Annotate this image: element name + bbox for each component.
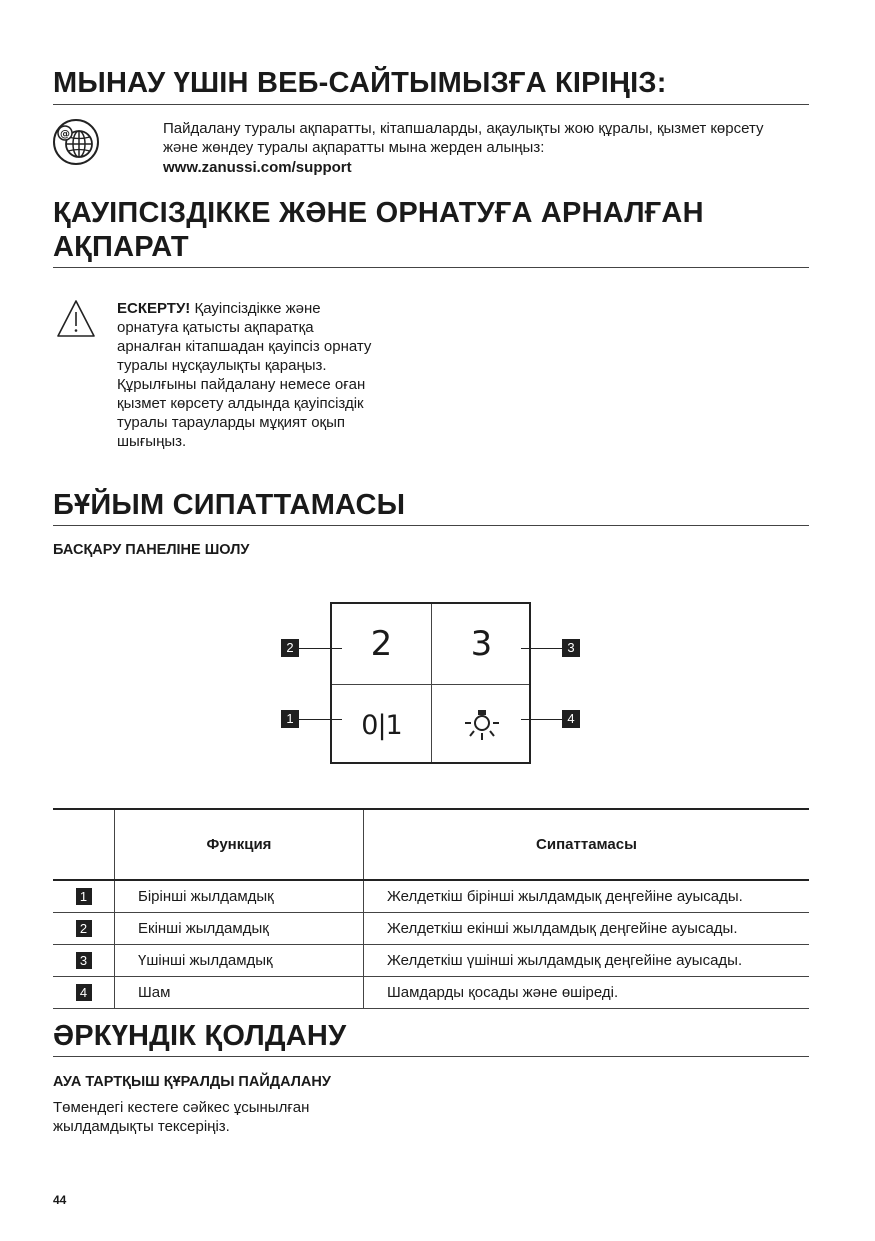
row-number-badge: 3 <box>76 952 92 969</box>
support-url-link[interactable]: www.zanussi.com/support <box>163 159 352 176</box>
row-function: Екінші жылдамдық <box>115 913 364 945</box>
speed-3-button[interactable] <box>432 604 531 684</box>
row-number-badge: 2 <box>76 920 92 937</box>
table-row <box>53 880 809 913</box>
web-description: Пайдалану туралы ақпаратты, кітапшаларды, ақаулықты жою құралы, қызмет көрсету және жөндеу туралы ақпаратты мына жерден алыңыз: <box>163 120 764 156</box>
product-heading-rule <box>53 525 809 526</box>
row-number-badge: 1 <box>76 888 92 905</box>
on-off-button[interactable] <box>332 685 431 765</box>
table-header-num <box>53 809 115 880</box>
lamp-button[interactable] <box>432 685 531 765</box>
safety-heading: ҚАУІПСІЗДІККЕ ЖӘНЕ ОРНАТУҒА АРНАЛҒАН АҚПАРАТ <box>53 197 704 263</box>
row-function: Үшінші жылдамдық <box>115 945 364 977</box>
daily-use-heading: ӘРКҮНДІК ҚОЛДАНУ <box>53 1020 347 1052</box>
callout-1: 1 <box>281 710 299 728</box>
callout-3-leader <box>521 648 563 649</box>
row-function: Шам <box>115 977 364 1009</box>
table-header-row <box>53 809 809 880</box>
warning-triangle-icon <box>56 299 96 339</box>
callout-2: 2 <box>281 639 299 657</box>
callout-4: 4 <box>562 710 580 728</box>
callout-3: 3 <box>562 639 580 657</box>
web-heading-rule <box>53 104 809 105</box>
page-number: 44 <box>53 1193 67 1207</box>
hood-use-subheading: АУА ТАРТҚЫШ ҚҰРАЛДЫ ПАЙДАЛАНУ <box>53 1074 331 1090</box>
speed-2-button[interactable] <box>332 604 431 684</box>
callout-1-leader <box>298 719 342 720</box>
lamp-icon <box>462 707 502 743</box>
speed-2-symbol: 2 <box>370 624 393 664</box>
warning-text: Қауіпсіздікке және орнатуға қатысты ақпаратқа арналған кітапшадан қауіпсіз орнату туралы нұсқаулықты қараңыз. Құрылғыны пайдалану немесе оған қызмет көрсету алдында қауіпсіздік туралы тарауларды мұқият оқып шығыңыз. <box>117 300 372 450</box>
table-row <box>53 913 809 945</box>
function-table <box>53 808 809 1009</box>
product-heading: БҰЙЫМ СИПАТТАМАСЫ <box>53 489 406 521</box>
row-description: Шамдарды қосады және өшіреді. <box>387 984 619 1001</box>
table-row <box>53 945 809 977</box>
callout-4-leader <box>521 719 563 720</box>
safety-heading-rule <box>53 267 809 268</box>
daily-use-text: Төмендегі кестеге сәйкес ұсынылған жылдамдықты тексеріңіз. <box>53 1099 310 1135</box>
table-header-description: Сипаттамасы <box>536 836 637 853</box>
on-off-symbol: 0|1 <box>361 709 402 741</box>
warning-label: ЕСКЕРТУ! <box>117 300 191 317</box>
callout-2-leader <box>298 648 342 649</box>
row-description: Желдеткіш үшінші жылдамдық деңгейіне ауысады. <box>387 952 743 969</box>
daily-use-heading-rule <box>53 1056 809 1057</box>
row-number-badge: 4 <box>76 984 92 1001</box>
row-description: Желдеткіш екінші жылдамдық деңгейіне ауысады. <box>387 920 738 937</box>
svg-text:@: @ <box>60 129 70 140</box>
speed-3-symbol: 3 <box>470 624 493 664</box>
web-heading: МЫНАУ ҮШІН ВЕБ-САЙТЫМЫЗҒА КІРІҢІЗ: <box>53 67 667 99</box>
warning-block <box>117 299 377 451</box>
table-header-function: Функция <box>115 809 364 880</box>
row-description: Желдеткіш бірінші жылдамдық деңгейіне ауысады. <box>387 888 743 905</box>
row-function: Бірінші жылдамдық <box>115 880 364 913</box>
web-globe-icon <box>52 118 100 166</box>
control-panel-subheading: БАСҚАРУ ПАНЕЛІНЕ ШОЛУ <box>53 542 250 558</box>
control-panel-diagram <box>330 602 531 764</box>
table-row <box>53 977 809 1009</box>
